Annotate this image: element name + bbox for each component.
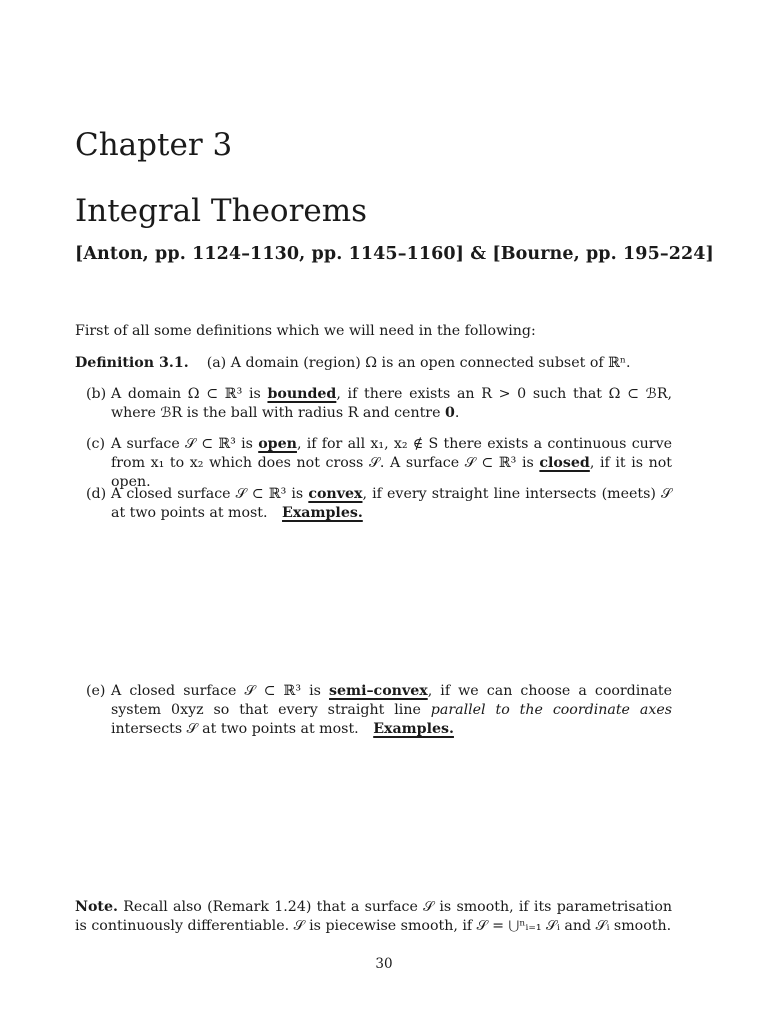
term-bounded: bounded xyxy=(267,386,337,402)
examples-heading-d: Examples. xyxy=(282,505,363,521)
examples-heading-e: Examples. xyxy=(373,721,454,737)
references: [Anton, pp. 1124–1130, pp. 1145–1160] & [Bourne, pp. 195–224] xyxy=(75,244,714,264)
item-c-mid: , if for all x₁, x₂ ∉ S there exists a continuous curve from x₁ to x₂ which does not cross 𝒮. A surface 𝒮 ⊂ ℝ³ is xyxy=(111,436,672,471)
term-semi-convex: semi–convex xyxy=(329,683,428,699)
definition-e xyxy=(86,682,672,739)
item-e-post: intersects 𝒮 at two points at most. xyxy=(111,721,359,737)
item-d-tag: (d) xyxy=(86,486,107,502)
item-a-tag: (a) xyxy=(206,355,227,371)
item-c-pre: A surface 𝒮 ⊂ ℝ³ is xyxy=(111,436,253,452)
term-open: open xyxy=(258,436,297,452)
zero-vector: 0 xyxy=(444,405,455,421)
item-e-mid: , if we can choose a coordinate system 0xyz so that every straight line xyxy=(111,683,673,718)
item-b-post: , if there exists an R > 0 such that Ω ⊂ ℬR, where ℬR is the ball with radius R and centre xyxy=(111,386,673,421)
item-e-italic: parallel to the coordinate axes xyxy=(430,702,672,718)
item-d-pre: A closed surface 𝒮 ⊂ ℝ³ is xyxy=(111,486,304,502)
item-b-tag: (b) xyxy=(86,386,107,402)
chapter-title: Integral Theorems xyxy=(75,193,368,229)
item-e-pre: A closed surface 𝒮 ⊂ ℝ³ is xyxy=(111,683,321,699)
item-e-tag: (e) xyxy=(86,683,106,699)
item-d-post: , if every straight line intersects (meets) 𝒮 at two points at most. xyxy=(111,486,672,521)
item-c-tag: (c) xyxy=(86,436,106,452)
term-closed: closed xyxy=(539,455,590,471)
item-b-end: . xyxy=(454,405,460,421)
definition-d xyxy=(86,485,672,523)
item-b-pre: A domain Ω ⊂ ℝ³ is xyxy=(111,386,261,402)
item-c-post: , if it is not open. xyxy=(111,455,673,490)
note-label: Note. xyxy=(75,899,118,915)
note xyxy=(75,898,672,936)
definition-b xyxy=(86,385,672,423)
page-number: 30 xyxy=(375,956,393,972)
definition-a xyxy=(75,354,672,373)
intro-text: First of all some definitions which we will need in the following: xyxy=(75,323,536,339)
note-text: Recall also (Remark 1.24) that a surface 𝒮 is smooth, if its parametrisation is continuously differentiable. 𝒮 is piecewise smooth, if 𝒮 = ⋃ⁿᵢ₌₁ 𝒮ᵢ and 𝒮ᵢ smooth. xyxy=(75,899,673,934)
chapter-label: Chapter 3 xyxy=(75,127,233,163)
term-convex: convex xyxy=(308,486,363,502)
item-a-text: A domain (region) Ω is an open connected subset of ℝⁿ. xyxy=(230,355,631,371)
definition-label: Definition 3.1. xyxy=(75,355,189,371)
definition-c xyxy=(86,435,672,492)
